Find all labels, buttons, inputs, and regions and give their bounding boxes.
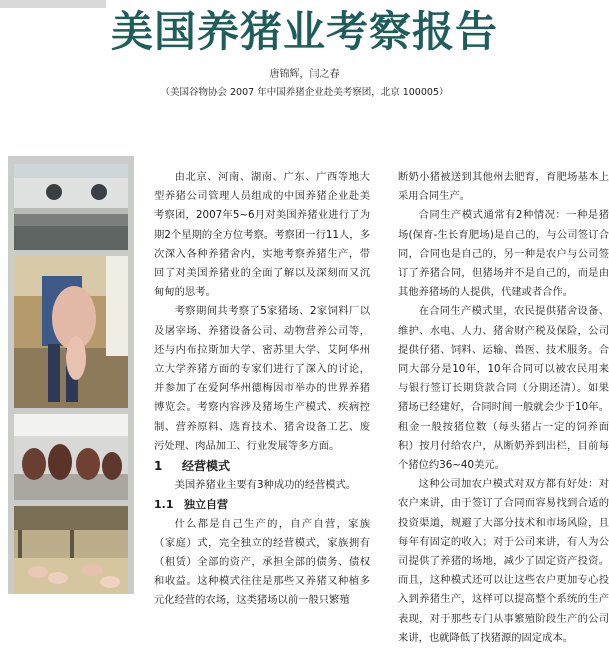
scope-paragraph: 考察期间共考察了5家猪场、2家饲料厂以及屠宰场、养猪设备公司、动物营养公司等，还与内布拉斯加大学、密苏里大学、艾阿华州立大学养猪方面的专家们进行了深入的讨论，并参加了在爱阿华州德梅因市举办的世界养猪博览会。考察内容涉及猪场生产模式、疾病控制、营养原料、选育技术、猪舍设备工艺、废污处理、肉品加工、行业发展等多方面。 <box>154 305 370 452</box>
intro-paragraph: 由北京、河南、湖南、广东、广西等地大型养猪公司管理人员组成的中国养猪企业赴美考察团，2007年5~6月对美国养猪业进行了为期2个星期的全方位考察。考察团一行11人，多次深入各种养猪舍内，实地考察养猪生产，带回了对美国养猪业的全面了解以及深刻而又沉甸甸的思考。 <box>154 171 370 299</box>
subsection-number: 1.1 <box>154 498 174 512</box>
contract-types-paragraph: 合同生产模式通常有2种情况：一种是猪场(保育-生长育肥场)是自己的，与公司签订合同，合同也是自己的，另一种是农户与公司签订了养猪合同，但猪场并不是自己的，而是由其他养猪场的人提供，代建或者合作。 <box>398 209 609 299</box>
pigs-in-pen-photo <box>14 414 128 500</box>
article-column-1 <box>154 168 370 607</box>
section-title: 经营模式 <box>182 459 231 474</box>
contract-terms-paragraph: 在合同生产模式里，农民提供猪舍设备、维护、水电、人力、猪舍财产税及保险，公司提供仔猪、饲料、运输、兽医、技术服务。合同大部分是10年，10年合同可以被农民用来与银行签订长期贷款合同（分期还清）。如果猪场已经建好，合同时间一般就会少于10年。租金一般按猪位数（每头猪占一定的饲养面积）按月付给农户，从断奶养到出栏，目前每个猪位约36~40美元。 <box>398 305 609 472</box>
subsection-title: 独立自营 <box>184 498 228 512</box>
benefits-paragraph: 这种公司加农户模式对双方都有好处：对农户来讲，由于签订了合同而容易找到合适的投资渠道，规避了大部分技术和市场风险，且每年有固定的收入；对于公司来讲，有人为公司提供了养猪的场地，减少了固定资产投资。而且，这种模式还可以让这些农户更加专心投入到养猪生产，这样可以提高整个系统的生产表现，对于那些专门从事繁殖阶段生产的公司来讲，也就降低了找猪源的固定成本。 <box>398 478 609 644</box>
photo-strip <box>8 156 134 594</box>
section-heading <box>154 457 370 476</box>
article-authors: 唐锦辉，闫之春 <box>269 69 340 80</box>
article-title: 美国养猪业考察报告 <box>110 7 498 56</box>
barn-exterior-photo <box>14 164 128 250</box>
section-intro-paragraph: 美国养猪业主要有3种成功的经营模式。 <box>174 479 357 492</box>
article-column-2 <box>398 168 609 644</box>
worker-holding-pig-photo <box>14 256 128 408</box>
subsection-paragraph: 什么都是自己生产的，自产自营，家族（家庭）式，完全独立的经营模式，家族拥有（租赁）全部的资产，承担全部的债务、债权和收益。这种模式往往是那些又养猪又种植多元化经营的农场，这类猪场以前一般只繁殖 <box>154 517 370 607</box>
article-affiliation: （美国谷物协会 2007 年中国养猪企业赴美考察团，北京 100005） <box>160 87 449 98</box>
continued-paragraph: 断奶小猪被送到其他州去肥育，育肥场基本上采用合同生产。 <box>398 171 609 203</box>
piglets-in-barn-photo <box>14 506 128 594</box>
section-number: 1 <box>154 459 163 474</box>
subsection-heading <box>154 495 370 514</box>
